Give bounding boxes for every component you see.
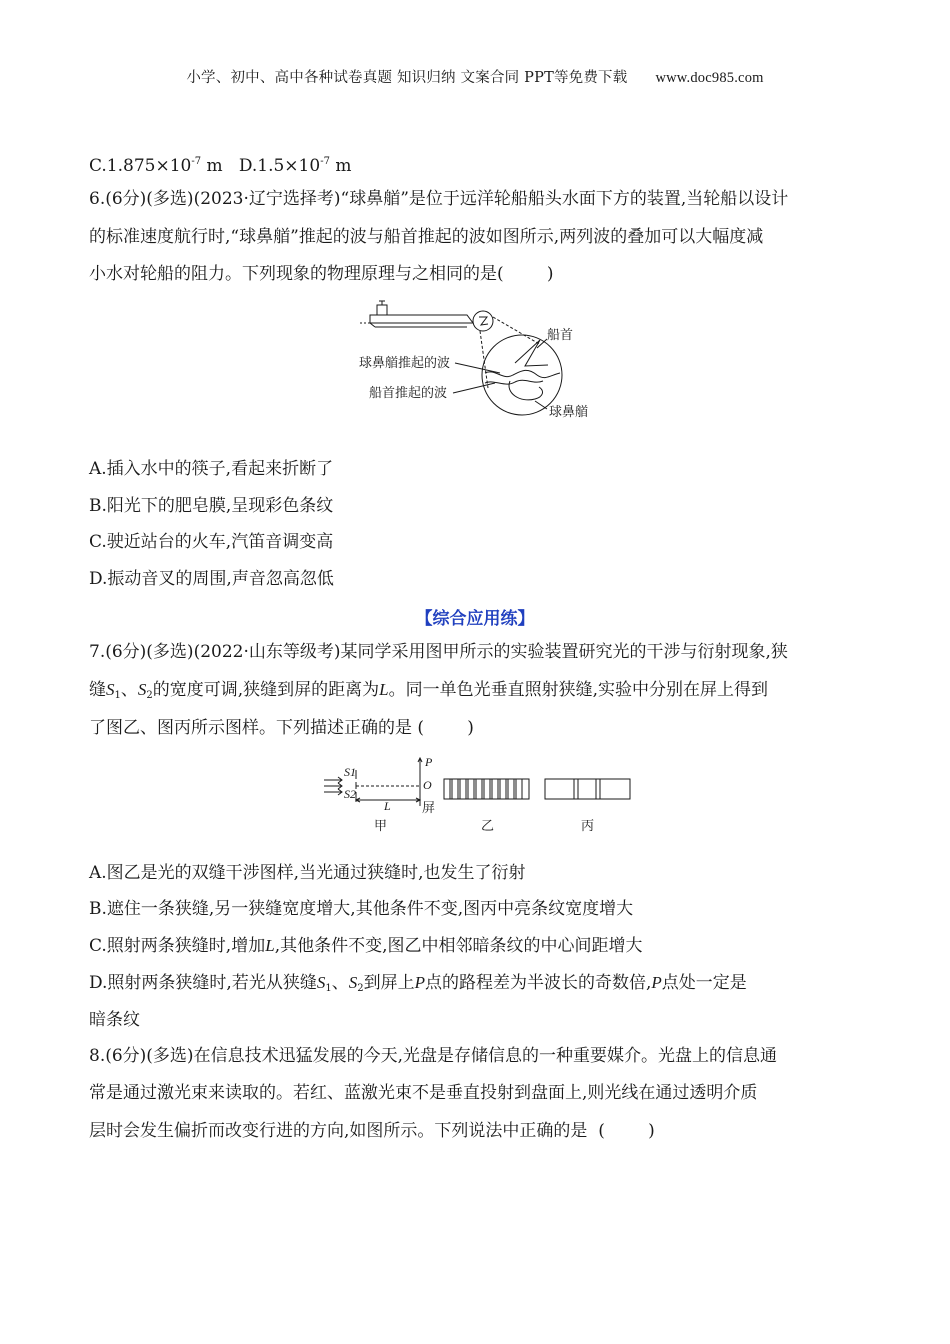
bulb-outline — [509, 381, 542, 400]
label-s1: S1 — [344, 765, 356, 779]
q7-option-c: C.照射两条狭缝时,增加L,其他条件不变,图乙中相邻暗条纹的中心间距增大 — [89, 936, 643, 956]
ship-bulbous-bow-figure — [355, 293, 605, 428]
bow-outline — [515, 340, 548, 366]
q7-option-b: B.遮住一条狭缝,另一狭缝宽度增大,其他条件不变,图丙中亮条纹宽度增大 — [89, 899, 634, 919]
label-l: L — [384, 799, 391, 813]
q7-stem-line2: 缝$S_1$、$S_2$的宽度可调,狭缝到屏的距离为L。同一单色光垂直照射狭缝,实验中分别在屏上得到 — [89, 680, 769, 701]
label-p: P — [425, 755, 433, 769]
q8-stem-line1: 8.(6分)(多选)在信息技术迅猛发展的今天,光盘是存储信息的一种重要媒介。光盘上的信息通 — [89, 1046, 777, 1066]
label-screen: 屏 — [422, 801, 436, 816]
ship-hull — [370, 315, 473, 323]
section-title: 【综合应用练】 — [415, 609, 535, 629]
option-c-exponent: -7 — [191, 156, 202, 167]
label-o: O — [423, 778, 432, 792]
q7-option-d-line2: 暗条纹 — [89, 1010, 140, 1030]
option-c-unit: m D.1.5×10 — [201, 156, 321, 176]
option-c-prefix: C.1.875×10 — [89, 156, 192, 176]
q7-stem-line1: 7.(6分)(多选)(2022·山东等级考)某同学采用图甲所示的实验装置研究光的干涉与衍射现象,狭 — [89, 642, 788, 662]
q5-options-cd — [89, 150, 864, 178]
q6-option-c: C.驶近站台的火车,汽笛音调变高 — [89, 532, 334, 552]
zoom-large-circle — [482, 335, 562, 415]
q8-stem-line3: 层时会发生偏折而改变行进的方向,如图所示。下列说法中正确的是 ( ) — [89, 1121, 655, 1141]
pattern-bing-frame — [545, 779, 630, 799]
label-bow: 船首 — [547, 328, 574, 343]
option-d-exponent: -7 — [320, 156, 330, 167]
zoom-small-circle — [473, 311, 493, 331]
q7-stem-line3: 了图乙、图丙所示图样。下列描述正确的是 ( ) — [89, 718, 474, 738]
q6-stem-line1: 6.(6分)(多选)(2023·辽宁选择考)“球鼻艏”是位于远洋轮船船头水面下方的装置,当轮船以设计 — [89, 189, 789, 209]
q8-stem-line2: 常是通过激光束来读取的。若红、蓝激光束不是垂直投射到盘面上,则光线在通过透明介质 — [89, 1083, 758, 1103]
bulb-wave — [485, 370, 560, 377]
q6-stem-line3: 小水对轮船的阻力。下列现象的物理原理与之相同的是( ) — [89, 264, 554, 284]
q6-option-b: B.阳光下的肥皂膜,呈现彩色条纹 — [89, 496, 334, 516]
q7-option-d: D.照射两条狭缝时,若光从狭缝$S_1$、$S_2$到屏上P点的路程差为半波长的奇数倍,P点处一定是 — [89, 973, 747, 994]
header-text: 小学、初中、高中各种试卷真题 知识归纳 文案合同 PPT等免费下载 — [186, 70, 628, 86]
header-site: www.doc985.com — [655, 70, 764, 86]
q6-stem-line2: 的标准速度航行时,“球鼻艏”推起的波与船首推起的波如图所示,两列波的叠加可以大幅度减 — [89, 227, 764, 247]
double-slit-figure — [320, 752, 640, 834]
label-yi: 乙 — [481, 819, 495, 834]
label-bulb-wave: 球鼻艏推起的波 — [359, 356, 451, 371]
q6-option-d: D.振动音叉的周围,声音忽高忽低 — [89, 569, 334, 589]
option-d-unit: m — [329, 156, 352, 176]
label-s2: S2 — [344, 787, 356, 801]
ship-cabin — [377, 305, 387, 315]
q7-option-a: A.图乙是光的双缝干涉图样,当光通过狭缝时,也发生了衍射 — [89, 863, 526, 883]
label-bulb: 球鼻艏 — [549, 405, 589, 420]
q6-option-a: A.插入水中的筷子,看起来折断了 — [89, 459, 334, 479]
label-bing: 丙 — [581, 819, 595, 834]
label-bow-wave: 船首推起的波 — [369, 386, 448, 401]
page-header — [0, 66, 950, 87]
label-jia: 甲 — [374, 819, 388, 834]
